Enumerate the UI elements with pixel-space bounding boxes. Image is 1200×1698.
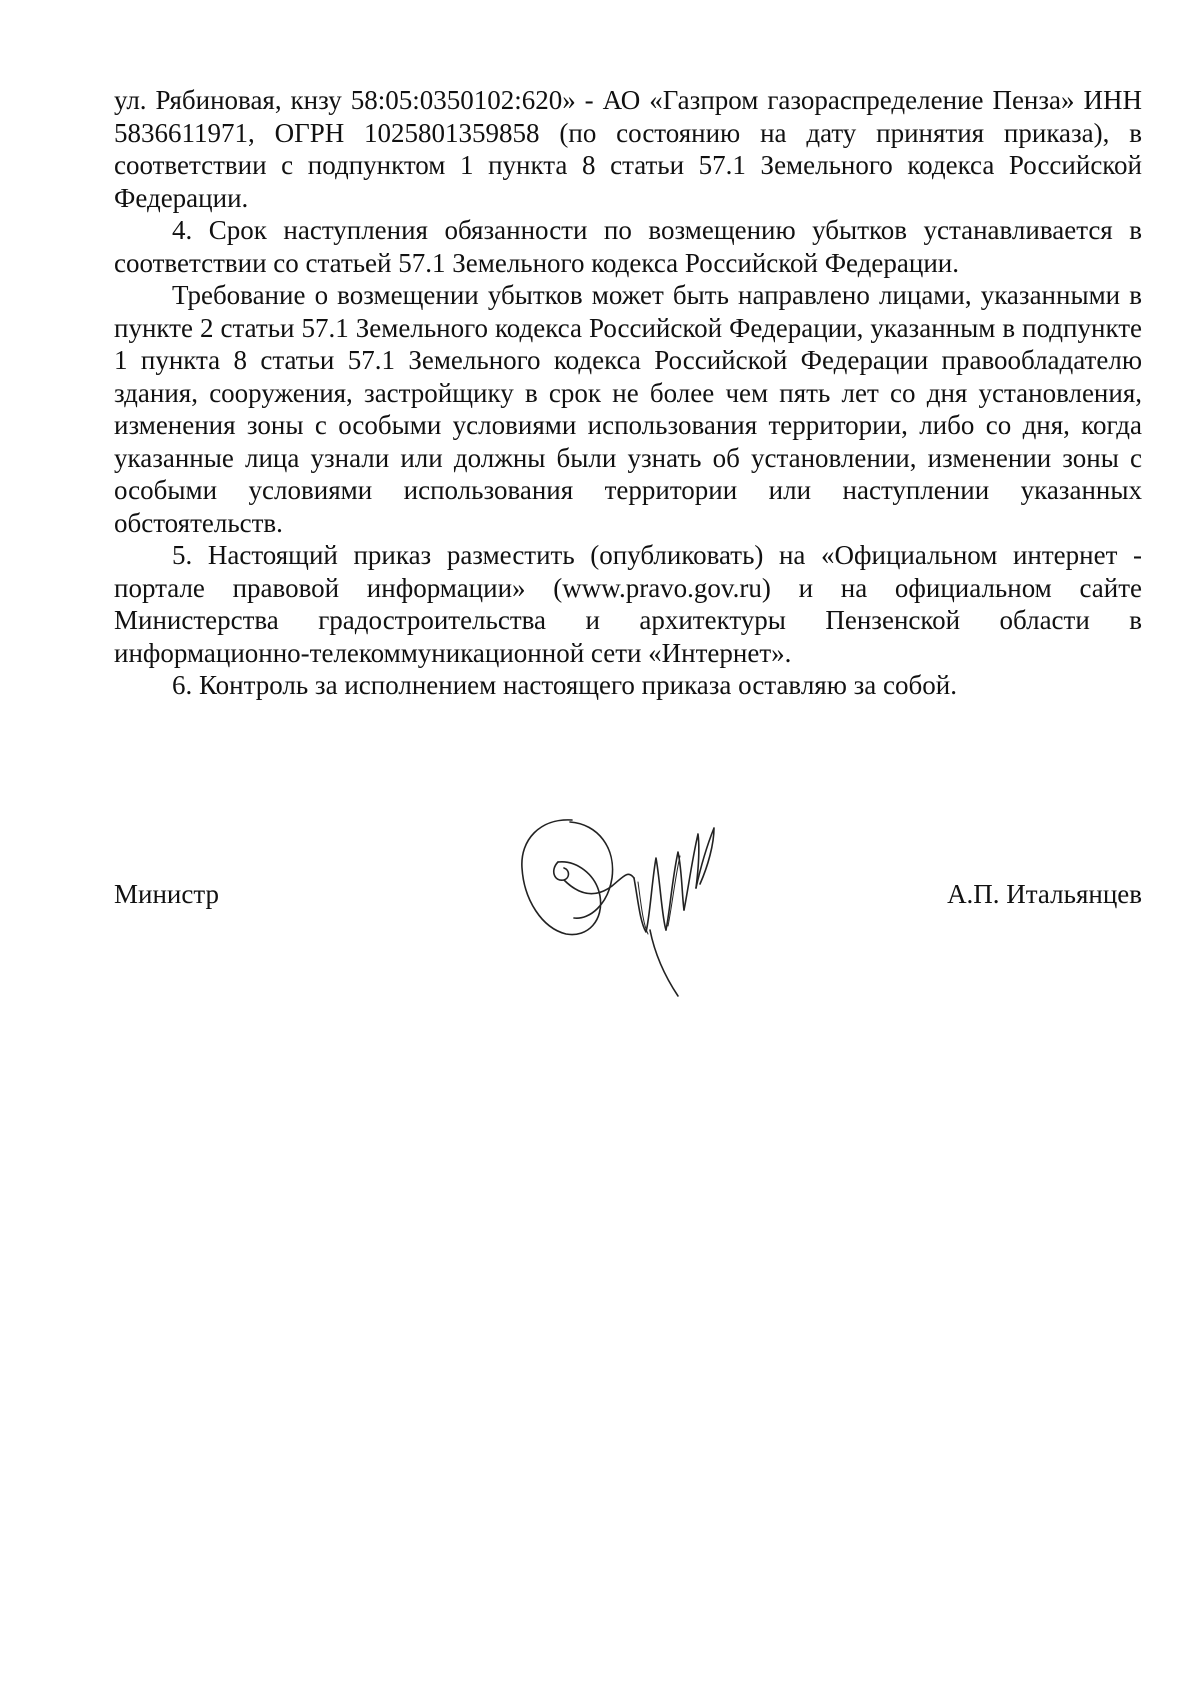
handwritten-signature xyxy=(500,800,780,1000)
signer-position-title: Министр xyxy=(114,879,219,909)
paragraph-item-6: 6. Контроль за исполнением настоящего приказа оставляю за собой. xyxy=(172,670,957,700)
document-body xyxy=(114,84,1142,702)
paragraph-address-continuation: ул. Рябиновая, кнзу 58:05:0350102:620» - АО «Газпром газораспределение Пенза» ИНН 5836611971, ОГРН 1025801359858 (по состоянию на дату принятия приказа), в соответствии с подпунктом 1 пункта 8 статьи 57.1 Земельного кодекса Российской Федерации. xyxy=(114,85,1142,213)
paragraph-compensation-claim: Требование о возмещении убытков может быть направлено лицами, указанными в пункте 2 статьи 57.1 Земельного кодекса Российской Федерации, указанным в подпункте 1 пункта 8 статьи 57.1 Земельного кодекса Российской Федерации правообладателю здания, сооружения, застройщику в срок не более чем пять лет со дня установления, изменения зоны с особыми условиями использования территории, либо со дня, когда указанные лица узнали или должны были узнать об установлении, изменении зоны с особыми условиями использования территории или наступлении указанных обстоятельств. xyxy=(114,280,1142,538)
paragraph-item-4: 4. Срок наступления обязанности по возмещению убытков устанавливается в соответствии со статьей 57.1 Земельного кодекса Российской Федерации. xyxy=(114,215,1142,278)
paragraph-item-5: 5. Настоящий приказ разместить (опубликовать) на «Официальном интернет - портале правовой информации» (www.pravo.gov.ru) и на официальном сайте Министерства градостроительства и архитектуры Пензенской области в информационно-телекоммуникационной сети «Интернет». xyxy=(114,540,1142,668)
signer-name: А.П. Итальянцев xyxy=(947,879,1142,909)
